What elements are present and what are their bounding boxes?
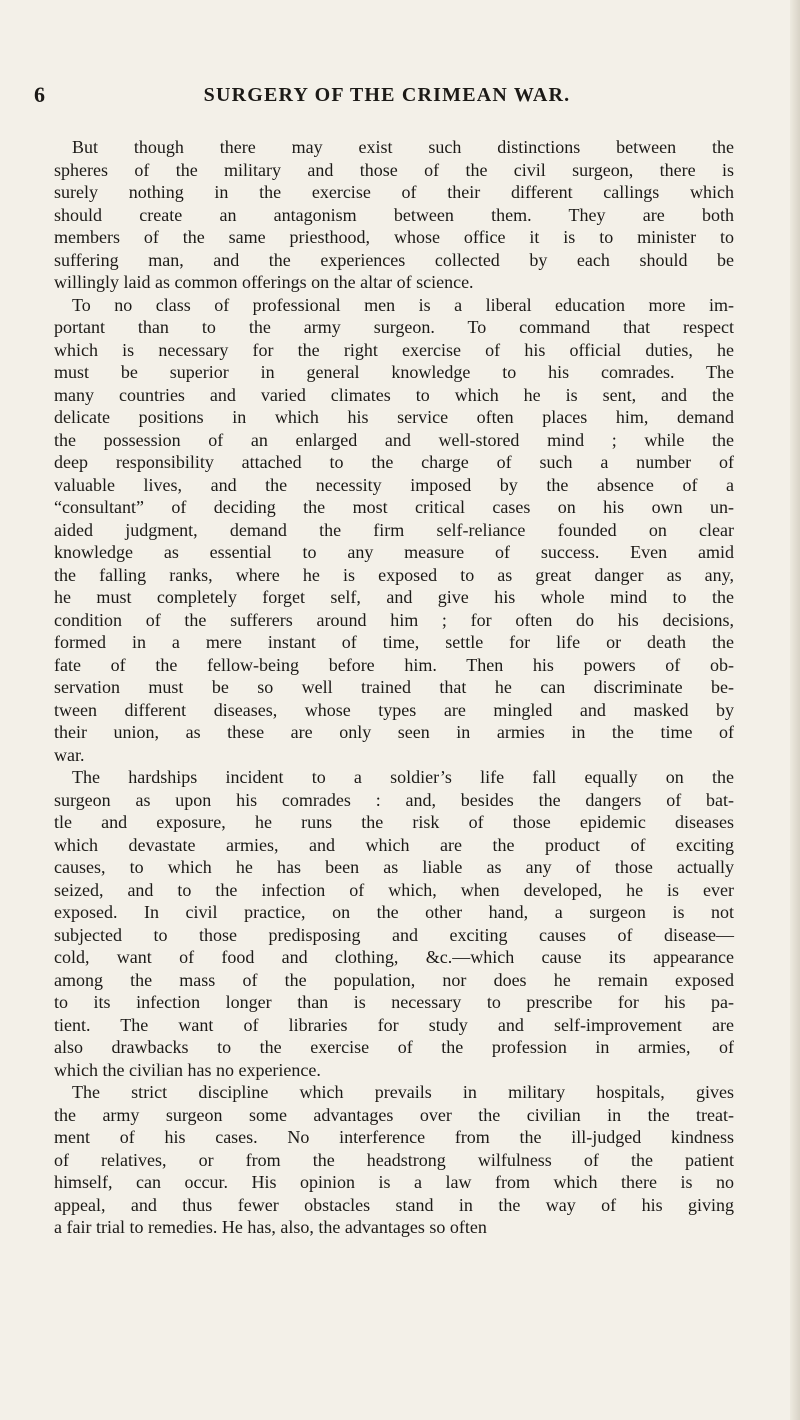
text-line: “consultant” of deciding the most critical cases on his own un- <box>54 497 734 517</box>
text-line: tient. The want of libraries for study and self-improvement are <box>54 1014 734 1035</box>
running-title: SURGERY OF THE CRIMEAN WAR. <box>203 84 571 106</box>
text-line: a fair trial to remedies. He has, also, the advantages so often <box>54 1217 487 1237</box>
text-line: appeal, and thus fewer obstacles stand in the way of his giving <box>54 1194 734 1215</box>
text-line: suffering man, and the experiences collected by each should be <box>54 249 734 270</box>
text-line: ment of his cases. No interference from the ill-judged kindness <box>54 1127 734 1147</box>
text-line: delicate positions in which his service often places him, demand <box>54 407 734 427</box>
text-line: willingly laid as common offerings on the altar of science. <box>54 272 474 292</box>
text-line: which devastate armies, and which are the product of exciting <box>54 834 734 855</box>
text-line: subjected to those predisposing and exciting causes of disease— <box>54 924 734 945</box>
text-line: The strict discipline which prevails in military hospitals, gives <box>72 1082 734 1102</box>
paragraph <box>54 1081 734 1239</box>
paragraph <box>54 294 734 767</box>
text-line: to its infection longer than is necessary to prescribe for his pa- <box>54 992 734 1012</box>
text-line: tle and exposure, he runs the risk of those epidemic diseases <box>54 812 734 832</box>
text-line: which is necessary for the right exercise of his official duties, he <box>54 339 734 360</box>
text-line: himself, can occur. His opinion is a law from which there is no <box>54 1172 734 1192</box>
text-line: their union, as these are only seen in armies in the time of <box>54 722 734 742</box>
text-line: valuable lives, and the necessity imposed by the absence of a <box>54 474 734 495</box>
text-line: the army surgeon some advantages over the civilian in the treat- <box>54 1104 734 1125</box>
text-line: he must completely forget self, and give his whole mind to the <box>54 587 734 607</box>
text-line: condition of the sufferers around him ; for often do his decisions, <box>54 609 734 630</box>
paragraph <box>54 766 734 1081</box>
text-line: servation must be so well trained that he can discriminate be- <box>54 677 734 697</box>
text-line: war. <box>54 744 85 765</box>
text-line: causes, to which he has been as liable as any of those actually <box>54 857 734 877</box>
text-line: But though there may exist such distinctions between the <box>72 137 734 157</box>
text-line: the possession of an enlarged and well-stored mind ; while the <box>54 429 734 450</box>
text-line: fate of the fellow-being before him. Then his powers of ob- <box>54 654 734 675</box>
text-line: many countries and varied climates to which he is sent, and the <box>54 384 734 405</box>
page-number: 6 <box>34 82 45 107</box>
text-line: aided judgment, demand the firm self-reliance founded on clear <box>54 519 734 540</box>
text-line: cold, want of food and clothing, &c.—which cause its appearance <box>54 947 734 967</box>
text-line: seized, and to the infection of which, when developed, he is ever <box>54 879 734 900</box>
text-line: tween different diseases, whose types are mingled and masked by <box>54 699 734 720</box>
text-line: deep responsibility attached to the charge of such a number of <box>54 452 734 472</box>
paragraph <box>54 136 734 294</box>
text-line: should create an antagonism between them. They are both <box>54 204 734 225</box>
body-text <box>54 136 734 1239</box>
text-line: spheres of the military and those of the civil surgeon, there is <box>54 159 734 180</box>
text-line: surely nothing in the exercise of their different callings which <box>54 182 734 202</box>
text-line: surgeon as upon his comrades : and, besides the dangers of bat- <box>54 789 734 810</box>
text-line: The hardships incident to a soldier’s life fall equally on the <box>72 767 734 787</box>
text-line: exposed. In civil practice, on the other hand, a surgeon is not <box>54 902 734 922</box>
text-line: which the civilian has no experience. <box>54 1059 321 1080</box>
text-line: also drawbacks to the exercise of the profession in armies, of <box>54 1037 734 1057</box>
text-line: among the mass of the population, nor does he remain exposed <box>54 969 734 990</box>
text-line: of relatives, or from the headstrong wilfulness of the patient <box>54 1149 734 1170</box>
page-edge <box>790 0 800 1420</box>
text-line: members of the same priesthood, whose office it is to minister to <box>54 227 734 247</box>
page-header <box>34 80 740 110</box>
text-line: must be superior in general knowledge to his comrades. The <box>54 362 734 382</box>
text-line: formed in a mere instant of time, settle for life or death the <box>54 632 734 652</box>
text-line: knowledge as essential to any measure of success. Even amid <box>54 542 734 562</box>
text-line: portant than to the army surgeon. To command that respect <box>54 317 734 337</box>
text-line: To no class of professional men is a liberal education more im- <box>72 294 734 315</box>
text-line: the falling ranks, where he is exposed to as great danger as any, <box>54 564 734 585</box>
